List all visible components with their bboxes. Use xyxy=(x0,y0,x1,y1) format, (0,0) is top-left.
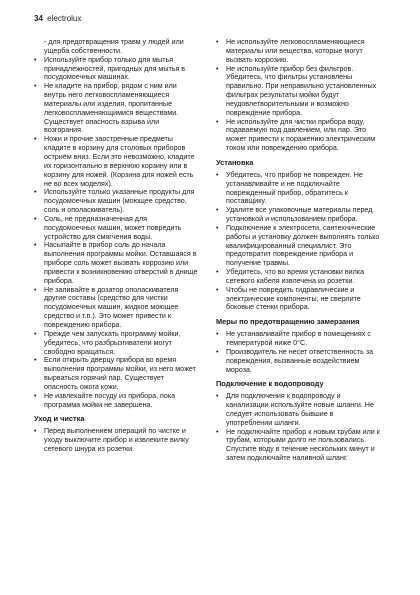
left-column xyxy=(34,38,198,454)
list-item: • Не подключайте прибор к новым трубам или к трубам, которыми долго не пользовались. Спустите воду в течение нескольких минут и затем подключайте наливной шланг. xyxy=(216,428,380,463)
section-title-frost: Меры по предотвращению замерзания xyxy=(216,317,360,327)
care-list xyxy=(34,427,198,454)
section-title-care: Уход и чистка xyxy=(34,414,85,424)
installation-list xyxy=(216,171,380,313)
list-item: • Не используйте легковоспламеняющиеся материалы или вещества, которые могут вызвать коррозию. xyxy=(216,38,380,65)
list-item: • Ножи и прочие заостренные предметы кладите в корзину для столовых приборов остриём вниз. Если это невозможно, кладите их горизонтально в верхнюю корзину или в корзину для ножей. (Корзина для ножей есть не во всех моделях). xyxy=(34,135,198,188)
list-item: • Производитель не несет ответственность за повреждения, вызванные воздействием мороза. xyxy=(216,348,380,375)
list-item: • Для подключения к водопроводу и канализации используйте новые шланги. Не следует использовать бывшие в употреблении шланги. xyxy=(216,392,380,427)
water-list xyxy=(216,392,380,463)
page-number: 34 xyxy=(34,14,43,23)
list-item: - для предотвращения травм у людей или ущерба собственности. xyxy=(44,38,184,55)
list-item: • Не кладите на прибор, рядом с ним или внутрь него легковоспламеняющиеся материалы или изделия, пропитанные легковоспламеняющимися веществами. Существует опасность взрыва или возгорания. xyxy=(34,82,198,135)
list-item: • Удалите все упаковочные материалы перед установкой и использованием прибора. xyxy=(216,206,380,224)
list-item: • Убедитесь, что во время установки вилка сетевого кабеля извлечена из розетки. xyxy=(216,268,380,286)
list-item: • Насыпайте в прибор соль до начала выполнения программы мойки. Оставшаяся в приборе соль может вызвать коррозию или привести к возникновению отверстий в днище прибора. xyxy=(34,241,198,285)
list-item: • Не используйте для чистки прибора воду, подаваемую под давлением, или пар. Это может привести к поражению электрическим током или повреждению прибора. xyxy=(216,118,380,153)
list-item: • Прежде чем запускать программу мойки, убедитесь, что разбрызгиватели могут свободно вращаться. xyxy=(34,330,198,357)
safety-list xyxy=(34,38,198,409)
right-column xyxy=(216,38,380,463)
care-list-continued xyxy=(216,38,380,153)
list-item: • Чтобы не повредить гидравлические и электрические компоненты, не сверлите боковые стенки прибора. xyxy=(216,286,380,313)
page-header xyxy=(34,14,81,23)
list-item: • Убедитесь, что прибор не поврежден. Не устанавливайте и не подключайте поврежденный прибор, обратитесь к поставщику. xyxy=(216,171,380,206)
list-item: • Не используйте прибор без фильтров. Убедитесь, что фильтры установлены правильно. При неправильно установленных фильтрах результаты мойки будут неудовлетворительными и возможно повреждение прибора. xyxy=(216,65,380,118)
list-item: • Не извлекайте посуду из прибора, пока программа мойки не завершена. xyxy=(34,392,198,410)
list-item: • Подключение к электросети, сантехнические работы и установку должен выполнять только квалифицированный специалист. Это предотвратит повреждение прибора и получение травмы. xyxy=(216,224,380,268)
list-item: • Используйте прибор только для мытья принадлежностей, пригодных для мытья в посудомоечных машинах. xyxy=(34,56,198,83)
list-item: • Соль, не предназначенная для посудомоечных машин, может повредить устройство для смягчения воды. xyxy=(34,215,198,242)
section-title-installation: Установка xyxy=(216,157,254,167)
list-item: • Перед выполнением операций по чистке и уходу выключите прибор и извлеките вилку сетевого шнура из розетки. xyxy=(34,427,198,454)
frost-list xyxy=(216,330,380,374)
list-item: • Используйте только указанные продукты для посудомоечных машин (моющее средство, соль и ополаскиватель). xyxy=(34,188,198,215)
section-title-water: Подключение к водопроводу xyxy=(216,379,324,389)
brand-name: electrolux xyxy=(47,14,82,23)
list-item: • Не устанавливайте прибор в помещениях с температурой ниже 0°C. xyxy=(216,330,380,348)
list-item: • Не заливайте в дозатор ополаскивателя другие составы (средство для чистки посудомоечных машин, жидкое моющее средство и т.п.). Это может привести к повреждению прибора. xyxy=(34,286,198,330)
list-item: • Если открыть дверцу прибора во время выполнения программы мойки, из него может вырваться горячий пар. Существует опасность ожога кожи. xyxy=(34,356,198,391)
